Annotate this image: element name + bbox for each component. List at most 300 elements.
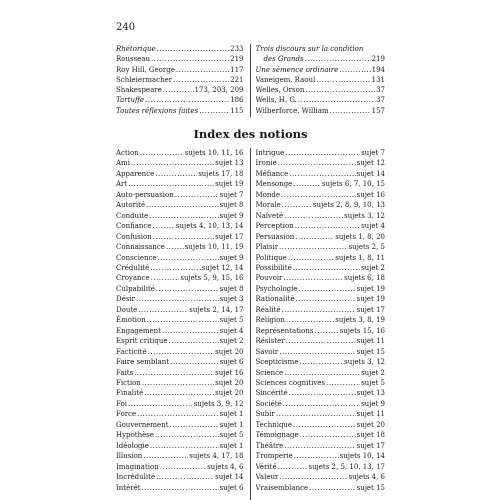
index-entry <box>116 273 244 283</box>
index-entry <box>256 158 386 168</box>
dot-leader <box>153 232 214 242</box>
index-entry-term: Science <box>255 368 284 377</box>
index-entry <box>116 483 244 493</box>
index-entry-reference: sujets 2, 14, 17 <box>189 305 244 314</box>
notions-right-column <box>251 148 386 500</box>
dot-leader <box>140 148 184 158</box>
index-entry <box>256 305 386 315</box>
dot-leader <box>284 368 360 378</box>
dot-leader <box>143 451 188 461</box>
index-entry <box>256 430 386 440</box>
dot-leader <box>339 65 370 75</box>
index-entry <box>256 326 386 336</box>
index-entry-term: Autorité <box>116 201 146 210</box>
dot-leader <box>285 148 360 158</box>
dot-leader <box>142 483 219 493</box>
dot-leader <box>162 326 219 336</box>
index-entry-reference: sujet 18 <box>356 431 385 440</box>
dot-leader <box>289 169 355 179</box>
index-entry-reference: sujets 1, 8, 20 <box>335 232 385 241</box>
index-entry <box>256 200 386 210</box>
dot-leader <box>305 54 371 64</box>
name-index-right-column <box>251 44 386 117</box>
index-entry-term: Croyance <box>116 274 150 283</box>
dot-leader <box>150 263 201 273</box>
dot-leader <box>295 232 334 242</box>
index-entry <box>256 169 386 179</box>
dot-leader <box>155 169 197 179</box>
index-entry-term: Faire semblant <box>116 358 170 367</box>
index-entry-reference: sujet 5 <box>219 316 244 325</box>
section-title: Index des notions <box>193 127 308 141</box>
dot-leader <box>137 409 218 419</box>
index-entry <box>256 106 386 116</box>
dot-leader <box>148 347 214 357</box>
index-entry-term: Trois discours sur la condition <box>255 45 364 53</box>
index-entry-reference: sujet 5 <box>219 431 244 440</box>
index-entry <box>116 462 244 472</box>
index-entry-term: Illusion <box>116 452 143 461</box>
index-entry-term: Conduite <box>116 211 149 220</box>
index-entry-term: Pouvoir <box>255 274 283 283</box>
index-entry-term: Schleiermacher <box>116 75 173 84</box>
index-entry-term: Mensonge <box>255 180 293 189</box>
dot-leader <box>284 211 343 221</box>
dot-leader <box>173 75 229 85</box>
notions-left-column <box>116 148 251 500</box>
index-entry <box>116 85 244 95</box>
index-entry-reference: sujet 1 <box>219 410 244 419</box>
index-entry-term: Plaisir <box>255 243 279 252</box>
index-entry-reference: sujet 8 <box>219 284 244 293</box>
dot-leader <box>293 263 360 273</box>
dot-leader <box>276 409 356 419</box>
index-entry-reference: 157 <box>371 106 385 115</box>
index-entry-reference: 233 <box>230 45 244 53</box>
dot-leader <box>282 305 356 315</box>
index-entry-reference: sujet 12 <box>356 159 385 168</box>
index-entry <box>116 388 244 398</box>
dot-leader <box>293 420 356 430</box>
index-entry-term: Psychologie <box>255 284 298 293</box>
index-entry-reference: sujet 11 <box>356 337 385 346</box>
index-entry-reference: sujet 9 <box>361 399 385 408</box>
index-entry-reference: sujet 9 <box>219 211 244 220</box>
index-entry-reference: sujet 1 <box>219 441 244 450</box>
index-entry <box>256 420 386 430</box>
dot-leader <box>166 242 184 252</box>
index-entry <box>256 253 386 263</box>
index-entry-reference: sujet 2 <box>219 337 244 346</box>
dot-leader <box>150 441 219 451</box>
index-entry <box>256 211 386 221</box>
dot-leader <box>296 294 356 304</box>
index-entry-reference: sujet 1 <box>219 420 244 429</box>
index-entry-reference: sujets 2, 5, 10, 13, 17 <box>308 462 385 471</box>
index-entry-term: Représentations <box>255 326 314 335</box>
index-entry-term: Faits <box>116 368 134 377</box>
dot-leader <box>284 441 355 451</box>
index-entry <box>256 462 386 472</box>
index-entry <box>256 54 386 64</box>
index-entry-reference: 194 <box>371 65 385 74</box>
index-entry-term: Toutes réflexions faites <box>116 106 199 115</box>
dot-leader <box>293 179 321 189</box>
index-entry <box>116 54 244 64</box>
index-entry-term: Rhétorique <box>116 45 156 53</box>
index-entry-reference: sujets 2, 5 <box>348 243 385 252</box>
index-entry-reference: sujet 17 <box>356 305 385 314</box>
index-entry-term: Doute <box>116 305 138 314</box>
index-entry <box>256 347 386 357</box>
dot-leader <box>278 462 308 472</box>
dot-leader <box>142 378 214 388</box>
dot-leader <box>136 294 219 304</box>
index-entry-term: Intérêt <box>116 483 141 492</box>
index-entry <box>256 179 386 189</box>
dot-leader <box>151 54 229 64</box>
dot-leader <box>286 336 356 346</box>
dot-leader <box>286 315 334 325</box>
index-entry-reference: sujets 10, 14 <box>339 452 385 461</box>
index-entry-reference: 186 <box>230 96 244 105</box>
index-entry-term: Scepticisme <box>255 358 299 367</box>
index-entry <box>116 169 244 179</box>
index-entry-reference: sujets 10, 11, 16 <box>184 149 244 157</box>
index-entry-term: Facticité <box>116 347 147 356</box>
index-entry <box>116 232 244 242</box>
dot-leader <box>305 85 375 95</box>
index-entry <box>116 378 244 388</box>
index-entry-reference: sujet 5 <box>361 378 385 387</box>
index-entry-term: Fiction <box>116 378 141 387</box>
index-entry-term: Sincérité <box>255 389 288 398</box>
dot-leader <box>299 284 356 294</box>
index-entry <box>116 179 244 189</box>
index-entry <box>256 368 386 378</box>
index-entry-term: Témoignage <box>255 431 299 440</box>
dot-leader <box>160 462 206 472</box>
index-entry-term: Art <box>116 180 128 189</box>
dot-leader <box>153 221 175 231</box>
index-entry-reference: sujet 6 <box>219 483 244 492</box>
dot-leader <box>157 44 229 54</box>
index-entry <box>116 441 244 451</box>
index-entry-term: Tromperie <box>255 452 293 461</box>
index-entry-term: Incrédulité <box>116 473 156 482</box>
index-entry-term: Rousseau <box>116 55 151 64</box>
index-entry-term: Monde <box>255 190 281 199</box>
index-entry-term: Action <box>116 149 139 157</box>
index-entry-term: Idéologie <box>116 441 149 450</box>
index-entry <box>116 336 244 346</box>
index-entry <box>256 263 386 273</box>
dot-leader <box>147 315 219 325</box>
index-entry <box>116 294 244 304</box>
index-entry-term: Wilberforce, William <box>255 106 329 115</box>
index-entry-term: Imagination <box>116 462 159 471</box>
dot-leader <box>278 158 356 168</box>
index-entry-reference: sujet 7 <box>219 190 244 199</box>
index-entry <box>116 95 244 105</box>
dot-leader <box>175 190 219 200</box>
index-entry <box>256 388 386 398</box>
index-entry-reference: sujets 4, 6 <box>348 473 385 482</box>
index-entry-reference: sujets 15, 16 <box>339 326 385 335</box>
index-entry-term: Politique <box>255 253 287 262</box>
index-entry <box>256 483 386 493</box>
index-entry-term: Esprit critique <box>116 337 168 346</box>
index-entry <box>116 451 244 461</box>
dot-leader <box>281 190 356 200</box>
index-entry <box>256 409 386 419</box>
index-entry-reference: sujets 4, 10, 13, 14 <box>175 222 244 231</box>
index-entry-reference: sujets 17, 18 <box>198 169 244 178</box>
dot-leader <box>170 357 218 367</box>
index-entry-term: Ironie <box>255 159 277 168</box>
dot-leader <box>294 451 339 461</box>
index-entry-term: Gouvernement <box>116 420 169 429</box>
dot-leader <box>299 357 343 367</box>
index-entry <box>256 148 386 158</box>
index-entry <box>256 75 386 85</box>
notions-index <box>116 148 385 500</box>
index-entry-reference: sujet 4 <box>219 326 244 335</box>
index-entry-term: Sciences cognitives <box>255 378 326 387</box>
index-entry <box>256 441 386 451</box>
index-entry-reference: sujet 20 <box>215 389 244 398</box>
index-entry-reference: sujets 6, 7, 10, 15 <box>321 180 385 189</box>
dot-leader <box>158 253 219 263</box>
index-entry-reference: sujet 13 <box>356 389 385 398</box>
index-entry-reference: sujet 6 <box>219 358 244 367</box>
index-entry-term: Réalité <box>255 305 281 314</box>
dot-leader <box>163 85 194 95</box>
index-entry <box>116 44 244 54</box>
index-entry <box>116 242 244 252</box>
index-entry <box>256 284 386 294</box>
index-entry <box>256 190 386 200</box>
index-entry <box>256 336 386 346</box>
index-entry <box>116 472 244 482</box>
index-entry-reference: sujets 2, 8, 9, 10, 13 <box>312 201 385 210</box>
index-entry-term: Savoir <box>255 347 279 356</box>
index-entry-reference: sujets 6, 18 <box>344 274 385 283</box>
index-entry <box>116 315 244 325</box>
index-entry <box>116 148 244 158</box>
dot-leader <box>176 65 229 75</box>
index-entry-reference: sujet 13 <box>215 159 244 168</box>
index-entry-term: Possibilité <box>255 263 292 272</box>
index-entry-reference: 219 <box>371 55 385 64</box>
index-entry <box>116 399 244 409</box>
index-entry-term: Shakespeare <box>116 86 162 95</box>
index-entry-term: Intrigue <box>255 149 285 157</box>
dot-leader <box>146 200 218 210</box>
index-entry-reference: sujet 7 <box>361 149 385 157</box>
index-entry-reference: sujets 3, 9, 12 <box>193 399 244 408</box>
index-entry-term: Force <box>116 410 137 419</box>
dot-leader <box>288 253 334 263</box>
dot-leader <box>298 95 375 105</box>
index-entry-reference: sujet 8 <box>219 201 244 210</box>
index-entry-reference: sujets 10, 11, 19 <box>184 243 244 252</box>
index-entry-reference: sujet 14 <box>215 473 244 482</box>
index-entry-reference: 37 <box>376 86 385 95</box>
index-entry-term: Naïveté <box>255 211 284 220</box>
dot-leader <box>279 472 347 482</box>
index-entry-term: Welles, Orson <box>255 86 305 95</box>
index-entry <box>116 75 244 85</box>
index-entry <box>256 399 386 409</box>
index-entry <box>116 221 244 231</box>
dot-leader <box>131 158 214 168</box>
index-entry-term: Technique <box>255 420 293 429</box>
index-entry-term: Foi <box>116 399 127 408</box>
dot-leader <box>151 273 180 283</box>
dot-leader <box>128 179 214 189</box>
index-entry-reference: sujet 19 <box>356 284 385 293</box>
index-entry <box>116 263 244 273</box>
index-entry <box>256 65 386 75</box>
index-entry <box>116 326 244 336</box>
dot-leader <box>283 273 343 283</box>
index-entry-term: Tartuffe <box>116 96 145 105</box>
dot-leader <box>289 388 356 398</box>
index-entry <box>116 409 244 419</box>
index-entry-term: Crédulité <box>116 263 150 272</box>
index-entry <box>256 357 386 367</box>
index-entry-reference: sujets 1, 8, 11 <box>335 253 385 262</box>
dot-leader <box>149 211 218 221</box>
dot-leader <box>283 399 360 409</box>
index-entry <box>116 347 244 357</box>
index-entry-term: Confiance <box>116 222 152 231</box>
dot-leader <box>128 399 193 409</box>
index-entry-reference: sujet 15 <box>356 347 385 356</box>
index-entry-term: Hypothèse <box>116 431 154 440</box>
index-entry-term: Une sémence ordinaire <box>255 65 339 74</box>
index-entry-term: Société <box>255 399 282 408</box>
index-entry <box>256 294 386 304</box>
index-entry-reference: sujet 17 <box>356 441 385 450</box>
index-entry-reference: sujets 5, 9, 15, 16 <box>180 274 244 283</box>
dot-leader <box>309 483 355 493</box>
index-entry-reference: sujet 16 <box>215 368 244 377</box>
index-entry-reference: sujets 4, 17, 18 <box>189 452 244 461</box>
index-entry-term: Subir <box>255 410 275 419</box>
index-entry-reference: 131 <box>371 75 385 84</box>
index-entry-term: Vraisemblance <box>255 483 309 492</box>
index-entry-reference: 219 <box>230 55 244 64</box>
index-entry <box>256 221 386 231</box>
index-entry-term: Apparence <box>116 169 155 178</box>
index-entry-term: Morale <box>255 201 281 210</box>
dot-leader <box>316 75 370 85</box>
index-entry <box>256 273 386 283</box>
index-entry-reference: sujet 12, 14 <box>201 263 244 272</box>
dot-leader <box>295 221 360 231</box>
index-entry-term: Roy Hill, George <box>116 65 175 74</box>
index-entry-term: Connaissance <box>116 243 165 252</box>
index-entry-term: Confusion <box>116 232 152 241</box>
index-entry-term: Valeur <box>255 473 279 482</box>
index-entry-reference: sujet 14 <box>356 169 385 178</box>
index-entry-term: Engagement <box>116 326 161 335</box>
dot-leader <box>169 336 219 346</box>
index-entry <box>116 430 244 440</box>
index-entry-reference: 173, 203, 209 <box>194 86 244 95</box>
index-entry <box>116 106 244 116</box>
index-entry-term: Rationalité <box>255 295 295 304</box>
index-entry-reference: 37 <box>376 96 385 105</box>
index-entry-term: des Grands <box>263 55 304 64</box>
name-index-left-column <box>116 44 251 117</box>
index-entry-reference: sujets 3, 12 <box>344 358 385 367</box>
index-entry-term: Culpabilité <box>116 284 155 293</box>
dot-leader <box>199 106 229 116</box>
index-entry-term: Wells, H. G. <box>255 96 297 105</box>
index-entry <box>256 85 386 95</box>
index-entry-reference: sujet 15 <box>356 483 385 492</box>
index-entry-term: Méfiance <box>255 169 289 178</box>
dot-leader <box>156 472 214 482</box>
index-entry-term: Vérité <box>255 462 277 471</box>
index-entry-reference: sujet 2 <box>361 263 385 272</box>
index-entry <box>256 315 386 325</box>
index-entry-term: Résister <box>255 337 285 346</box>
index-entry-reference: sujet 19 <box>215 180 244 189</box>
dot-leader <box>326 378 360 388</box>
dot-leader <box>145 95 229 105</box>
index-entry <box>116 190 244 200</box>
index-entry-reference: sujets 3, 8, 19 <box>335 316 385 325</box>
index-entry-term: Vaneigem, Raoul <box>255 75 316 84</box>
index-entry-reference: sujet 16 <box>356 190 385 199</box>
index-entry-reference: sujet 2 <box>361 368 385 377</box>
dot-leader <box>300 430 356 440</box>
index-entry-reference: sujet 20 <box>215 347 244 356</box>
index-entry-term: Théâtre <box>255 441 284 450</box>
dot-leader <box>330 106 371 116</box>
dot-leader <box>138 305 188 315</box>
index-entry-reference: sujet 20 <box>215 378 244 387</box>
index-entry <box>256 378 386 388</box>
index-entry-reference: sujet 4 <box>361 222 385 231</box>
index-entry <box>116 368 244 378</box>
dot-leader <box>155 430 219 440</box>
index-entry-reference: sujet 9 <box>219 253 244 262</box>
name-index-continued <box>116 44 385 117</box>
index-entry <box>116 158 244 168</box>
index-entry-term: Finalité <box>116 389 144 398</box>
index-entry <box>116 211 244 221</box>
index-entry-reference: 221 <box>230 75 244 84</box>
dot-leader <box>170 420 219 430</box>
page-number: 240 <box>116 22 136 33</box>
dot-leader <box>134 368 214 378</box>
index-entry <box>116 357 244 367</box>
index-entry-reference: sujet 3 <box>219 295 244 304</box>
index-entry <box>116 284 244 294</box>
dot-leader <box>279 347 355 357</box>
index-entry-reference: 115 <box>230 106 244 115</box>
dot-leader <box>279 242 348 252</box>
dot-leader <box>282 200 312 210</box>
dot-leader <box>314 326 338 336</box>
index-entry-reference: sujet 17 <box>215 232 244 241</box>
index-entry-term: Persuasion <box>255 232 295 241</box>
